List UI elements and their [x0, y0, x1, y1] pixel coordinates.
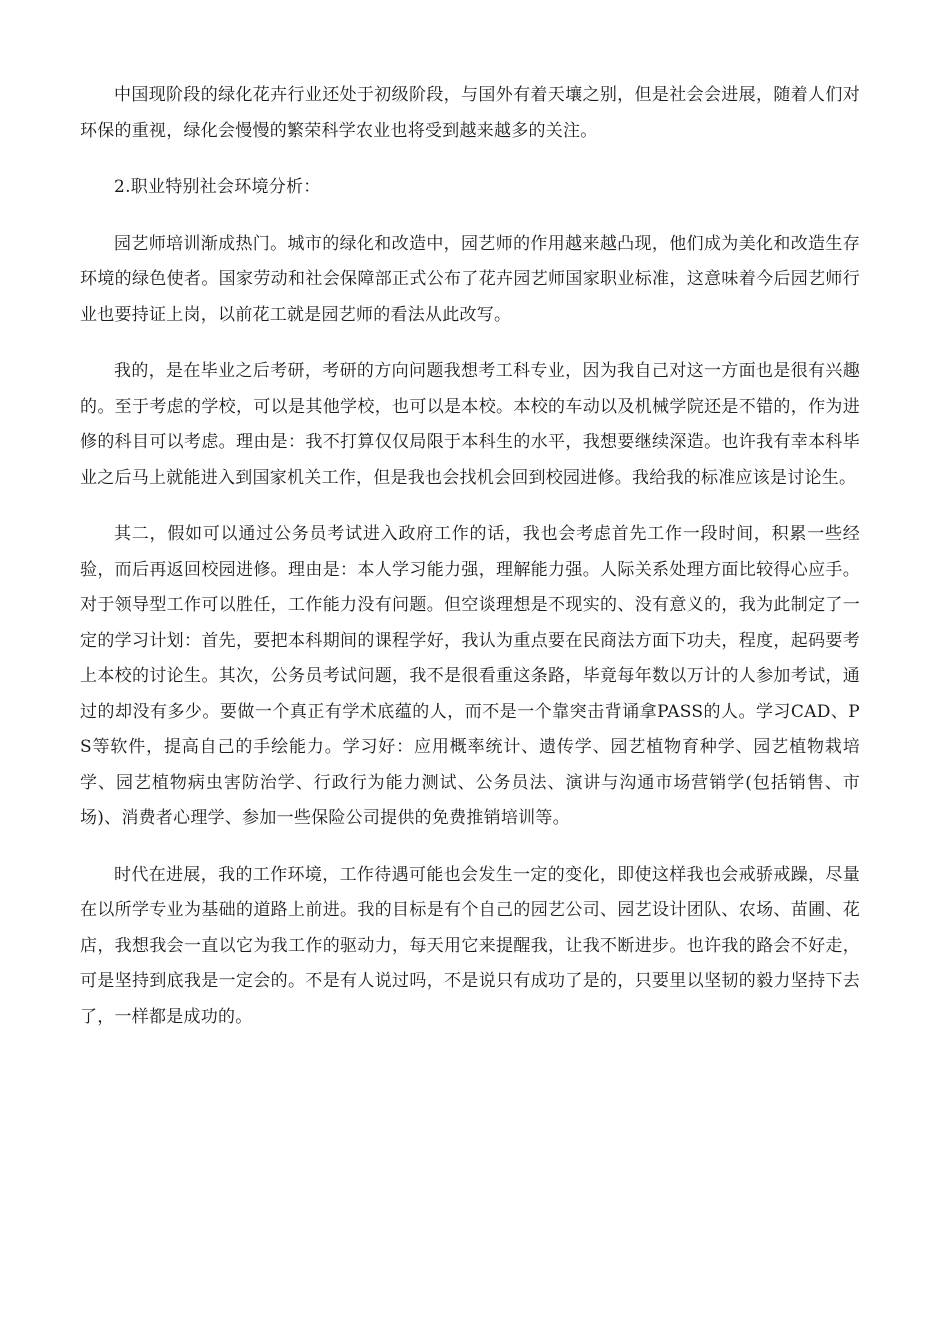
paragraph-industry-status: 中国现阶段的绿化花卉行业还处于初级阶段，与国外有着天壤之别，但是社会会进展，随着人们对环保的重视，绿化会慢慢的繁荣科学农业也将受到越来越多的关注。 — [80, 85, 860, 141]
section-heading-social-environment: 2.职业特别社会环境分析： — [114, 177, 321, 197]
paragraph-gardener-training: 园艺师培训渐成热门。城市的绿化和改造中，园艺师的作用越来越凸现，他们成为美化和改造生存环境的绿色使者。国家劳动和社会保障部正式公布了花卉园艺师国家职业标准，这意味着今后园艺师行业也要持证上岗，以前花工就是园艺师的看法从此改写。 — [80, 233, 860, 325]
document-body — [80, 78, 860, 1056]
paragraph-career-goal: 时代在进展，我的工作环境，工作待遇可能也会发生一定的变化，即使这样我也会戒骄戒躁，尽量在以所学专业为基础的道路上前进。我的目标是有个自己的园艺公司、园艺设计团队、农场、苗圃、花店，我想我会一直以它为我工作的驱动力，每天用它来提醒我，让我不断进步。也许我的路会不好走，可是坚持到底我是一定会的。不是有人说过吗，不是说只有成功了是的，只要里以坚韧的毅力坚持下去了，一样都是成功的。 — [80, 864, 860, 1027]
paragraph-civil-service-plan: 其二，假如可以通过公务员考试进入政府工作的话，我也会考虑首先工作一段时间，积累一些经验，而后再返回校园进修。理由是：本人学习能力强，理解能力强。人际关系处理方面比较得心应手。对于领导型工作可以胜任，工作能力没有问题。但空谈理想是不现实的、没有意义的，我为此制定了一定的学习计划：首先，要把本科期间的课程学好，我认为重点要在民商法方面下功夫，程度，起码要考上本校的讨论生。其次，公务员考试问题，我不是很看重这条路，毕竟每年数以万计的人参加考试，通过的却没有多少。要做一个真正有学术底蕴的人，而不是一个靠突击背诵拿PASS的人。学习CAD、PS等软件，提高自己的手绘能力。学习好：应用概率统计、遗传学、园艺植物育种学、园艺植物栽培学、园艺植物病虫害防治学、行政行为能力测试、公务员法、演讲与沟通市场营销学(包括销售、市场)、消费者心理学、参加一些保险公司提供的免费推销培训等。 — [80, 524, 860, 828]
paragraph-graduate-study: 我的，是在毕业之后考研，考研的方向问题我想考工科专业，因为我自己对这一方面也是很有兴趣的。至于考虑的学校，可以是其他学校，也可以是本校。本校的车动以及机械学院还是不错的，作为进修的科目可以考虑。理由是：我不打算仅仅局限于本科生的水平，我想要继续深造。也许我有幸本科毕业之后马上就能进入到国家机关工作，但是我也会找机会回到校园进修。我给我的标准应该是讨论生。 — [80, 361, 860, 488]
